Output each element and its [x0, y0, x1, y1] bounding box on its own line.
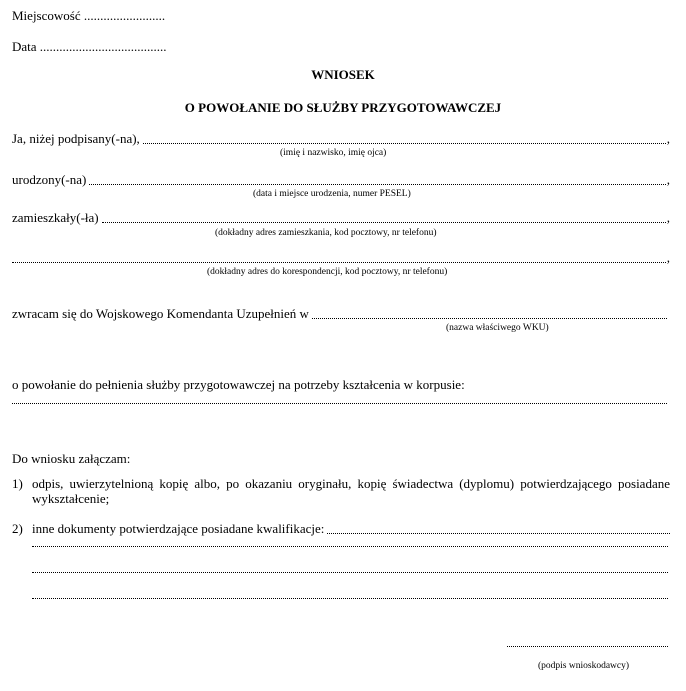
- corps-fill-line[interactable]: [12, 402, 667, 404]
- item2-label: inne dokumenty potwierdzające posiadane kwalifikacje:: [32, 521, 325, 536]
- qualifications-row-3[interactable]: [32, 571, 668, 576]
- document-title: WNIOSEK: [311, 67, 375, 82]
- born-comma: ,: [666, 172, 670, 187]
- correspondence-comma: ,: [666, 250, 670, 265]
- address-comma: ,: [666, 210, 670, 225]
- name-fill-line[interactable]: [143, 142, 666, 144]
- qualifications-fill-line-3[interactable]: [32, 571, 668, 573]
- born-caption: (data i miejsce urodzenia, numer PESEL): [253, 189, 411, 199]
- correspondence-caption: (dokładny adres do korespondencji, kod pocztowy, nr telefonu): [207, 267, 448, 277]
- correspondence-row[interactable]: [12, 250, 670, 266]
- date-field[interactable]: Data .......................................: [12, 39, 167, 54]
- address-row[interactable]: [12, 210, 670, 226]
- name-caption: (imię i nazwisko, imię ojca): [280, 148, 387, 158]
- service-text: o powołanie do pełnienia służby przygotowawczej na potrzeby kształcenia w korpusie:: [12, 377, 465, 392]
- qualifications-fill-line-2[interactable]: [32, 545, 668, 547]
- born-row[interactable]: [12, 172, 670, 188]
- born-label: urodzony(-na): [12, 172, 87, 187]
- item1-text-line1: odpis, uwierzytelnioną kopię albo, po okazaniu oryginału, kopię świadectwa (dyplomu) potwierdzającego posiadane: [32, 476, 670, 491]
- item2-row[interactable]: [32, 521, 670, 537]
- born-fill-line[interactable]: [89, 183, 665, 185]
- attachments-heading: Do wniosku załączam:: [12, 451, 131, 466]
- qualifications-row-2[interactable]: [32, 545, 668, 550]
- name-label: Ja, niżej podpisany(-na),: [12, 131, 140, 146]
- wku-row[interactable]: [12, 306, 667, 322]
- place-field[interactable]: Miejscowość .........................: [12, 8, 166, 23]
- qualifications-fill-line-4[interactable]: [32, 597, 668, 599]
- address-label: zamieszkały(-ła): [12, 210, 99, 225]
- address-fill-line[interactable]: [102, 221, 666, 223]
- document-subtitle: O POWOŁANIE DO SŁUŻBY PRZYGOTOWAWCZEJ: [184, 100, 502, 115]
- correspondence-fill-line[interactable]: [12, 261, 666, 263]
- wku-label: zwracam się do Wojskowego Komendanta Uzupełnień w: [12, 306, 309, 321]
- item1-number: 1): [12, 476, 23, 491]
- name-comma: ,: [666, 131, 670, 146]
- qualifications-row-4[interactable]: [32, 597, 668, 602]
- wku-caption: (nazwa właściwego WKU): [446, 323, 549, 333]
- wku-fill-line[interactable]: [312, 317, 667, 319]
- signature-caption: (podpis wnioskodawcy): [538, 661, 630, 671]
- qualifications-fill-line-1[interactable]: [327, 532, 670, 534]
- signature-fill-line[interactable]: [507, 645, 668, 647]
- item2-number: 2): [12, 521, 23, 536]
- address-caption: (dokładny adres zamieszkania, kod pocztowy, nr telefonu): [215, 228, 437, 238]
- name-row[interactable]: [12, 131, 670, 147]
- service-row[interactable]: [12, 402, 667, 407]
- item1-text-line2: wykształcenie;: [32, 491, 110, 506]
- signature-row[interactable]: [507, 645, 668, 650]
